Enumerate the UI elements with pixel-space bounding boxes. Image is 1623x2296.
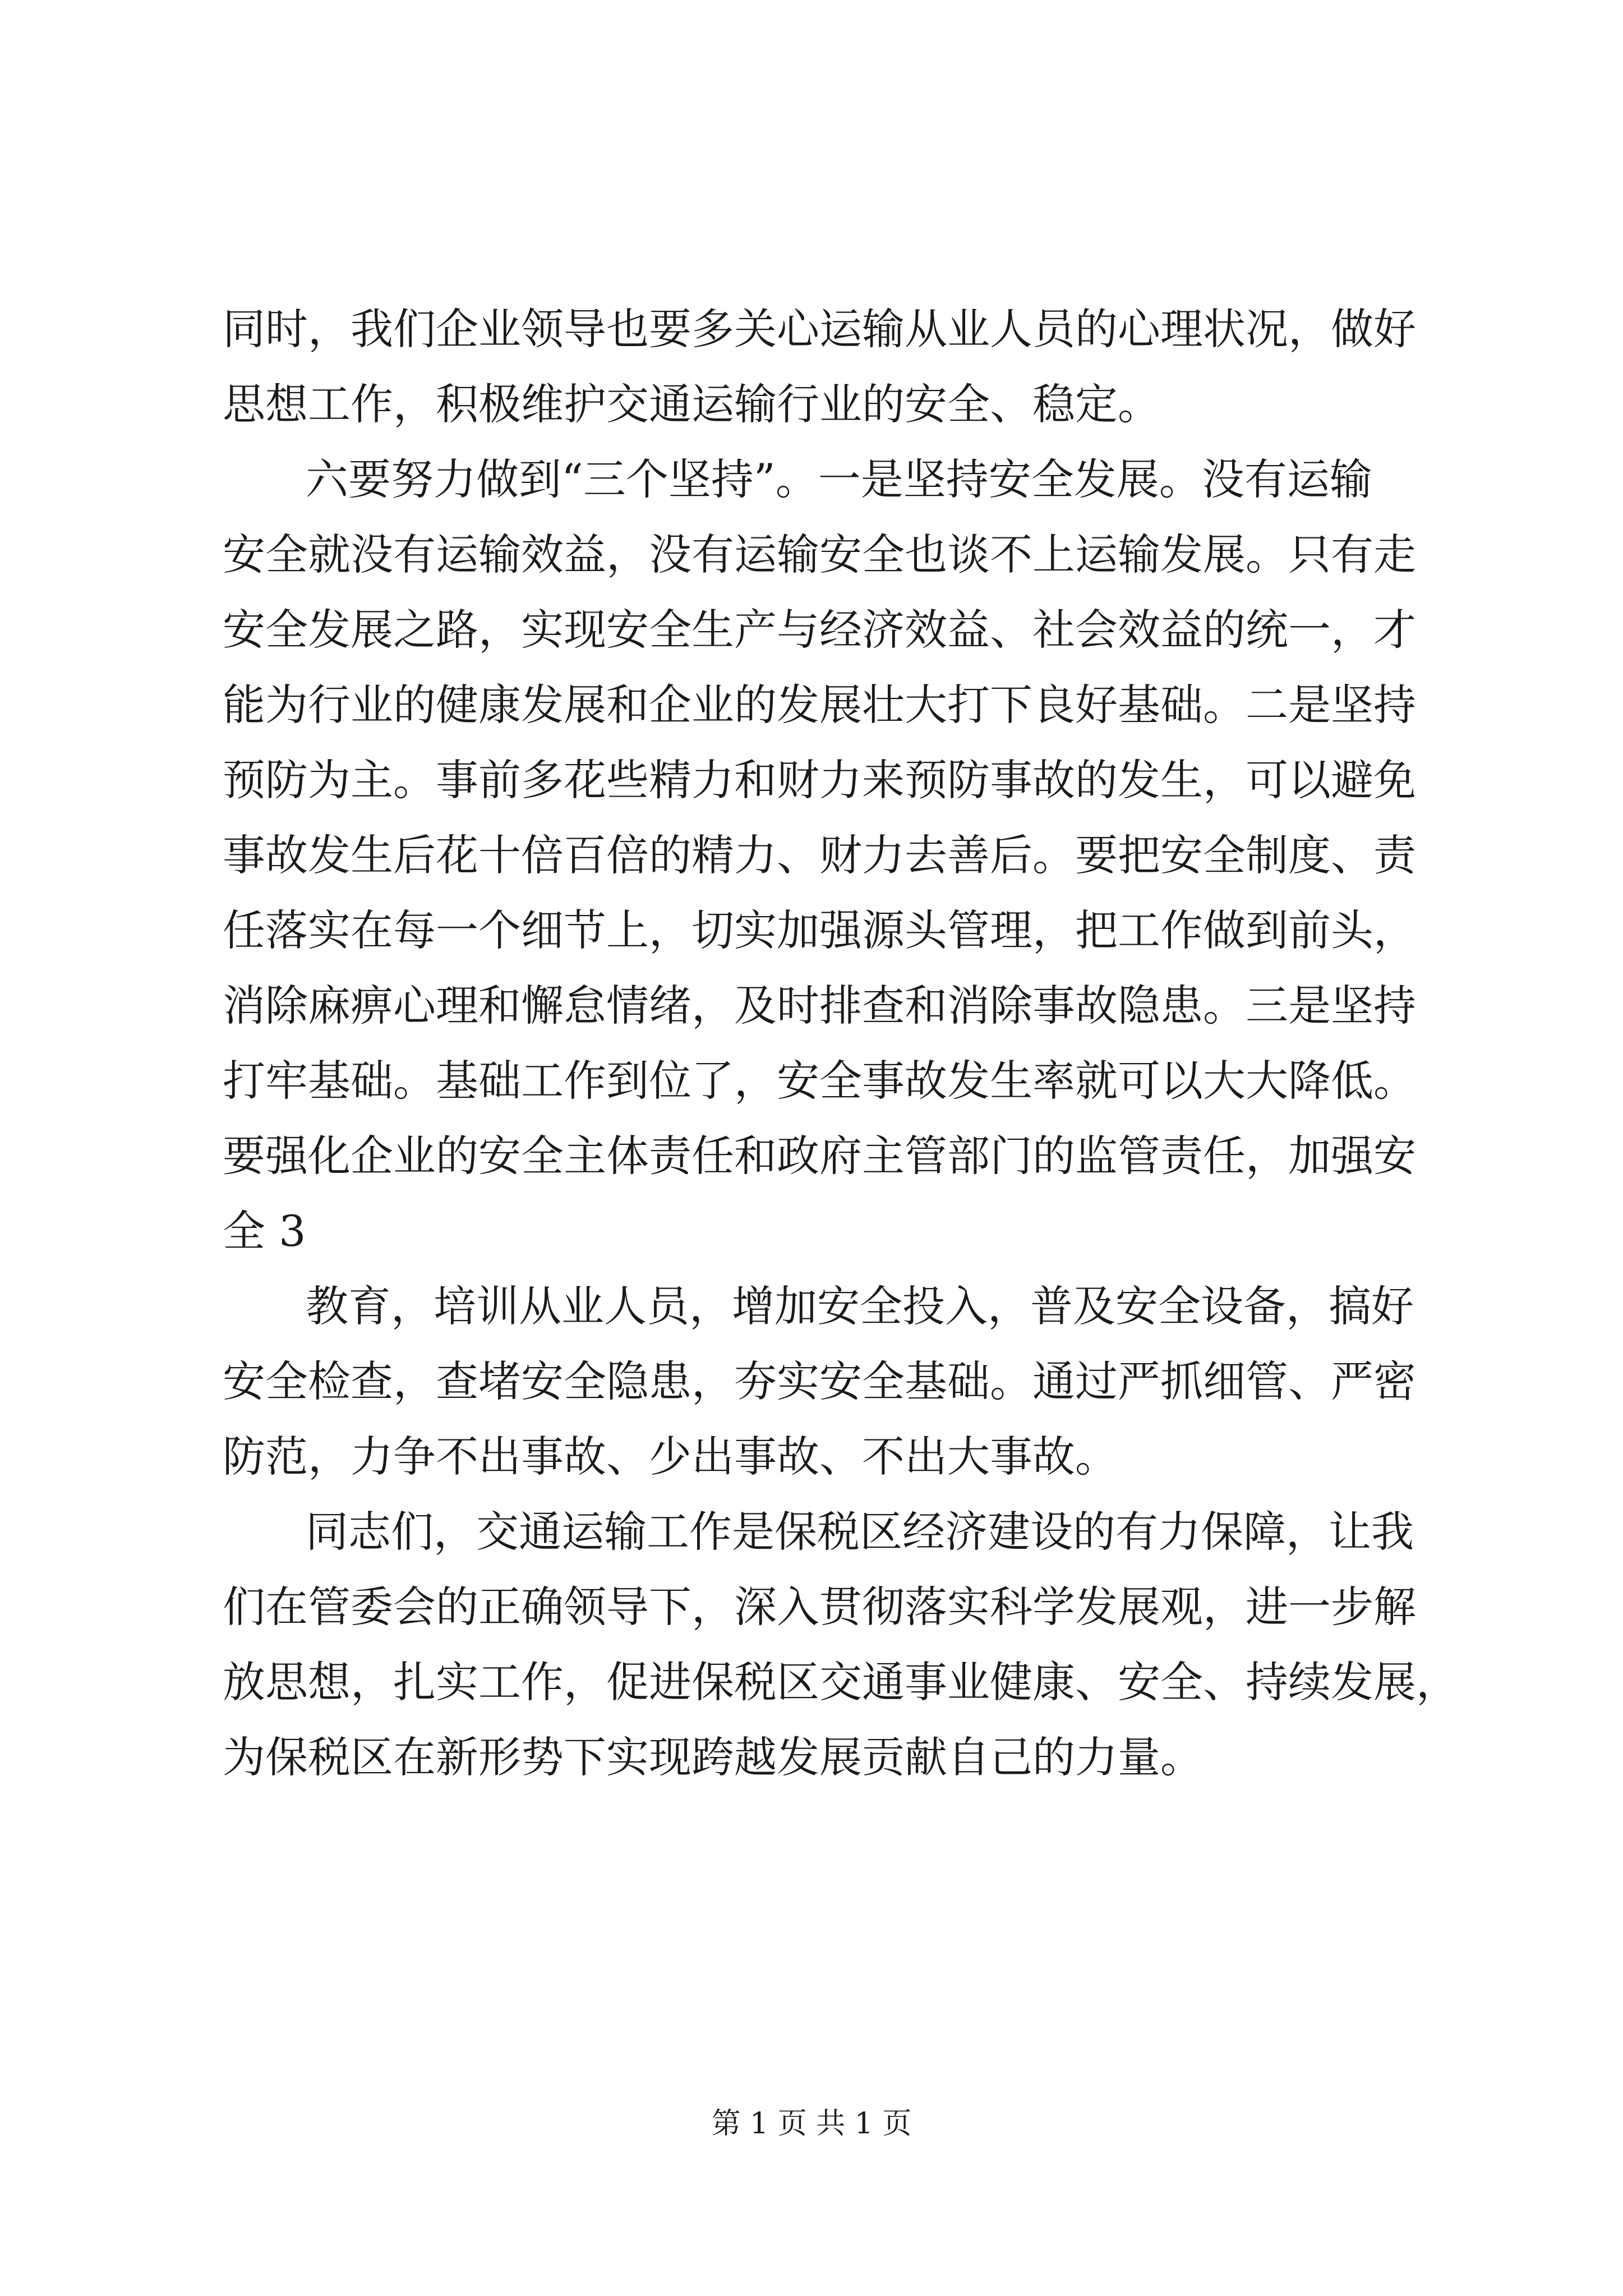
text-line: 们在管委会的正确领导下，深入贯彻落实科学发展观，进一步解 (223, 1582, 1416, 1632)
paragraph-start-line: 教育，培训从业人员，增加安全投入，普及安全设备，搞好 (306, 1281, 1414, 1331)
text-line: 打牢基础。基础工作到位了，安全事故发生率就可以大大降低。 (223, 1056, 1416, 1106)
text-line: 安全发展之路，实现安全生产与经济效益、社会效益的统一，才 (223, 605, 1416, 655)
paragraph-start-line: 同志们，交通运输工作是保税区经济建设的有力保障，让我 (306, 1507, 1414, 1557)
text-line: 思想工作，积极维护交通运输行业的安全、稳定。 (223, 379, 1160, 429)
document-body (223, 292, 1459, 1795)
text-line: 任落实在每一个细节上，切实加强源头管理，把工作做到前头， (223, 905, 1416, 955)
text-line: 要强化企业的安全主体责任和政府主管部门的监管责任，加强安 (223, 1131, 1416, 1181)
text-line: 防范，力争不出事故、少出事故、不出大事故。 (223, 1432, 1118, 1481)
text-line: 为保税区在新形势下实现跨越发展贡献自己的力量。 (223, 1732, 1203, 1782)
text-line: 安全就没有运输效益，没有运输安全也谈不上运输发展。只有走 (223, 530, 1416, 579)
paragraph-start-line: 六要努力做到“三个坚持”。一是坚持安全发展。没有运输 (306, 454, 1372, 504)
text-line: 全 3 (223, 1206, 306, 1256)
text-line: 能为行业的健康发展和企业的发展壮大打下良好基础。二是坚持 (223, 680, 1416, 730)
text-line: 放思想，扎实工作，促进保税区交通事业健康、安全、持续发展， (223, 1657, 1459, 1707)
page-footer: 第 1 页 共 1 页 (711, 2107, 912, 2141)
text-line: 安全检查，查堵安全隐患，夯实安全基础。通过严抓细管、严密 (223, 1356, 1416, 1406)
text-line: 事故发生后花十倍百倍的精力、财力去善后。要把安全制度、责 (223, 830, 1416, 880)
text-line: 预防为主。事前多花些精力和财力来预防事故的发生，可以避免 (223, 755, 1416, 805)
text-line: 消除麻痹心理和懈怠情绪，及时排查和消除事故隐患。三是坚持 (223, 981, 1416, 1030)
text-line: 同时，我们企业领导也要多关心运输从业人员的心理状况，做好 (223, 304, 1416, 354)
